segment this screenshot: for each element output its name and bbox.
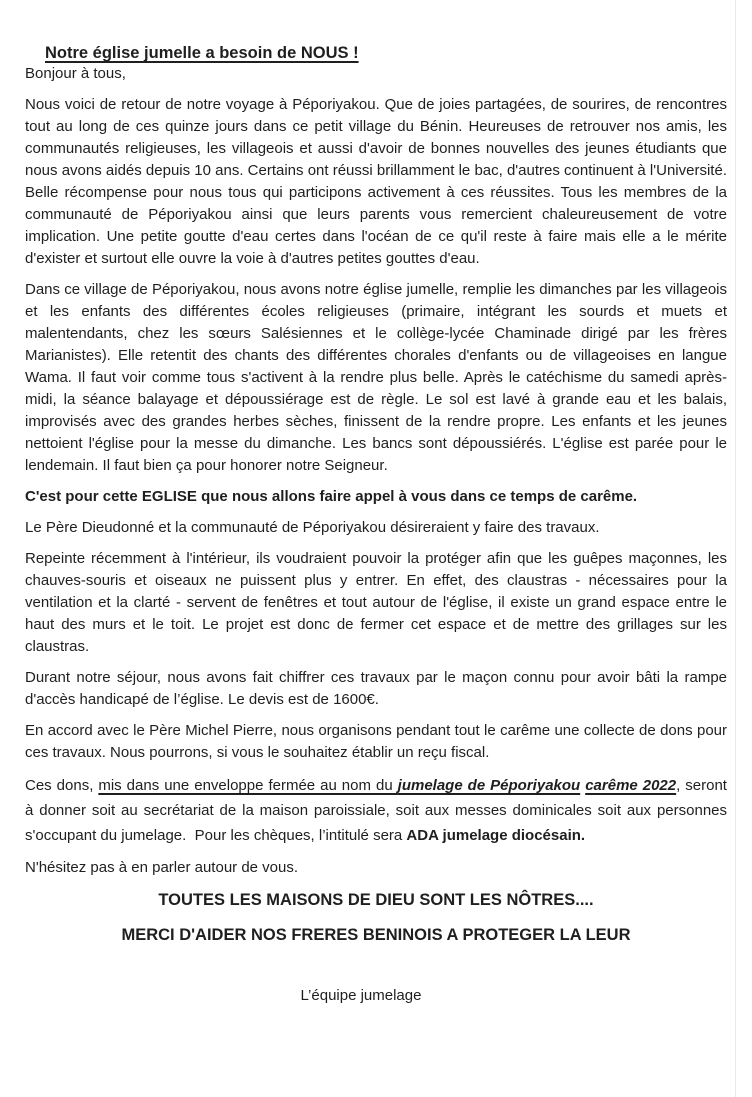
page-edge-line xyxy=(735,0,736,1097)
greeting-line: Bonjour à tous, xyxy=(25,65,126,82)
donation-text-segment: , seront à donner soit au secrétariat de la maison paroissiale, soit aux messes dominicales soit aux personnes s'occupant du jumelage. Pour les chèques, l’intitulé sera xyxy=(25,777,727,844)
paragraph-devis: Durant notre séjour, nous avons fait chiffrer ces travaux par le maçon connu pour avoir bâti la rampe d'accès handicapé de l’église. Le devis est de 1600€. xyxy=(25,669,727,708)
signature-equipe-jumelage: L’équipe jumelage xyxy=(300,987,422,1004)
paragraph-appeal-bold: C'est pour cette EGLISE que nous allons faire appel à vous dans ce temps de carême. xyxy=(25,488,638,505)
paragraph-pere-dieudonne: Le Père Dieudonné et la communauté de Péporiyakou désireraient y faire des travaux. xyxy=(25,519,600,536)
donation-text-segment: ADA jumelage diocésain. xyxy=(406,827,586,844)
paragraph-works-description: Repeinte récemment à l'intérieur, ils voudraient pouvoir la protéger afin que les guêpes maçonnes, les chauves-souris et oiseaux ne puissent plus y entrer. En effet, des claustras - nécessaires pour la ventilation et la clarté - servent de fenêtres et tout autour de l'église, il existe un grand espace entre le haut des murs et le toit. Le projet est donc de fermer cet espace et de mettre des grillages sur les claustras. xyxy=(25,550,727,655)
paragraph-collecte: En accord avec le Père Michel Pierre, nous organisons pendant tout le carême une collecte de dons pour ces travaux. Nous pourrons, si vous le souhaitez établir un reçu fiscal. xyxy=(25,722,727,761)
document-title: Notre église jumelle a besoin de NOUS ! xyxy=(45,44,359,62)
donation-text-segment: mis dans une enveloppe fermée au nom du xyxy=(98,777,398,794)
paragraph-trip-return: Nous voici de retour de notre voyage à Péporiyakou. Que de joies partagées, de sourires, de rencontres tout au long de ces quinze jours dans ce petit village du Bénin. Heureuses de retrouver nos amis, les communautés religieuses, les villageois et aussi d'avoir de bonnes nouvelles des jeunes étudiants que nous avons aidés depuis 10 ans. Certains ont réussi brillamment le bac, d'autres continuent à l'Université. Belle récompense pour nous tous qui participons activement à ces réussites. Tous les membres de la communauté de Péporiyakou ainsi que leurs parents vous remercient chaleureusement de votre implication. Une petite goutte d'eau certes dans l'océan de ce qu'il reste à faire mais elle a le mérite d'exister et surtout elle ouvre la voie à d'autres petites gouttes d'eau. xyxy=(25,96,727,267)
paragraph-village-church: Dans ce village de Péporiyakou, nous avons notre église jumelle, remplie les dimanches par les villageois et les enfants des différentes écoles religieuses (primaire, intégrant les sourds et muets et malentendants, chez les sœurs Salésiennes et le collège-lycée Chaminade dirigé par les frères Marianistes). Elle retentit des chants des différentes chorales d'enfants ou de villageoises en langue Wama. Il faut voir comme tous s'activent à la rendre plus belle. Après le catéchisme du samedi après-midi, la séance balayage et dépoussiérage est de règle. Le sol est lavé à grande eau et les balais, improvisés avec des grandes herbes sèches, finissent de la rendre propre. Les enfants et les jeunes nettoient l'église pour la messe du dimanche. Les bancs sont dépoussiérés. L'église est parée pour le lendemain. Il faut bien ça pour honorer notre Seigneur. xyxy=(25,281,727,474)
paragraph-spread-word: N'hésitez pas à en parler autour de vous. xyxy=(25,859,299,876)
slogan-maisons-de-dieu: TOUTES LES MAISONS DE DIEU SONT LES NÔTRES.... xyxy=(158,891,594,909)
paragraph-donation-instructions xyxy=(25,773,727,848)
donation-text-segment: carême 2022 xyxy=(585,777,677,794)
slogan-merci-aider: MERCI D'AIDER NOS FRERES BENINOIS A PROTEGER LA LEUR xyxy=(121,926,631,944)
donation-text-segment: Ces dons, xyxy=(25,777,99,794)
donation-text-segment: jumelage de Péporiyakou xyxy=(397,777,581,794)
